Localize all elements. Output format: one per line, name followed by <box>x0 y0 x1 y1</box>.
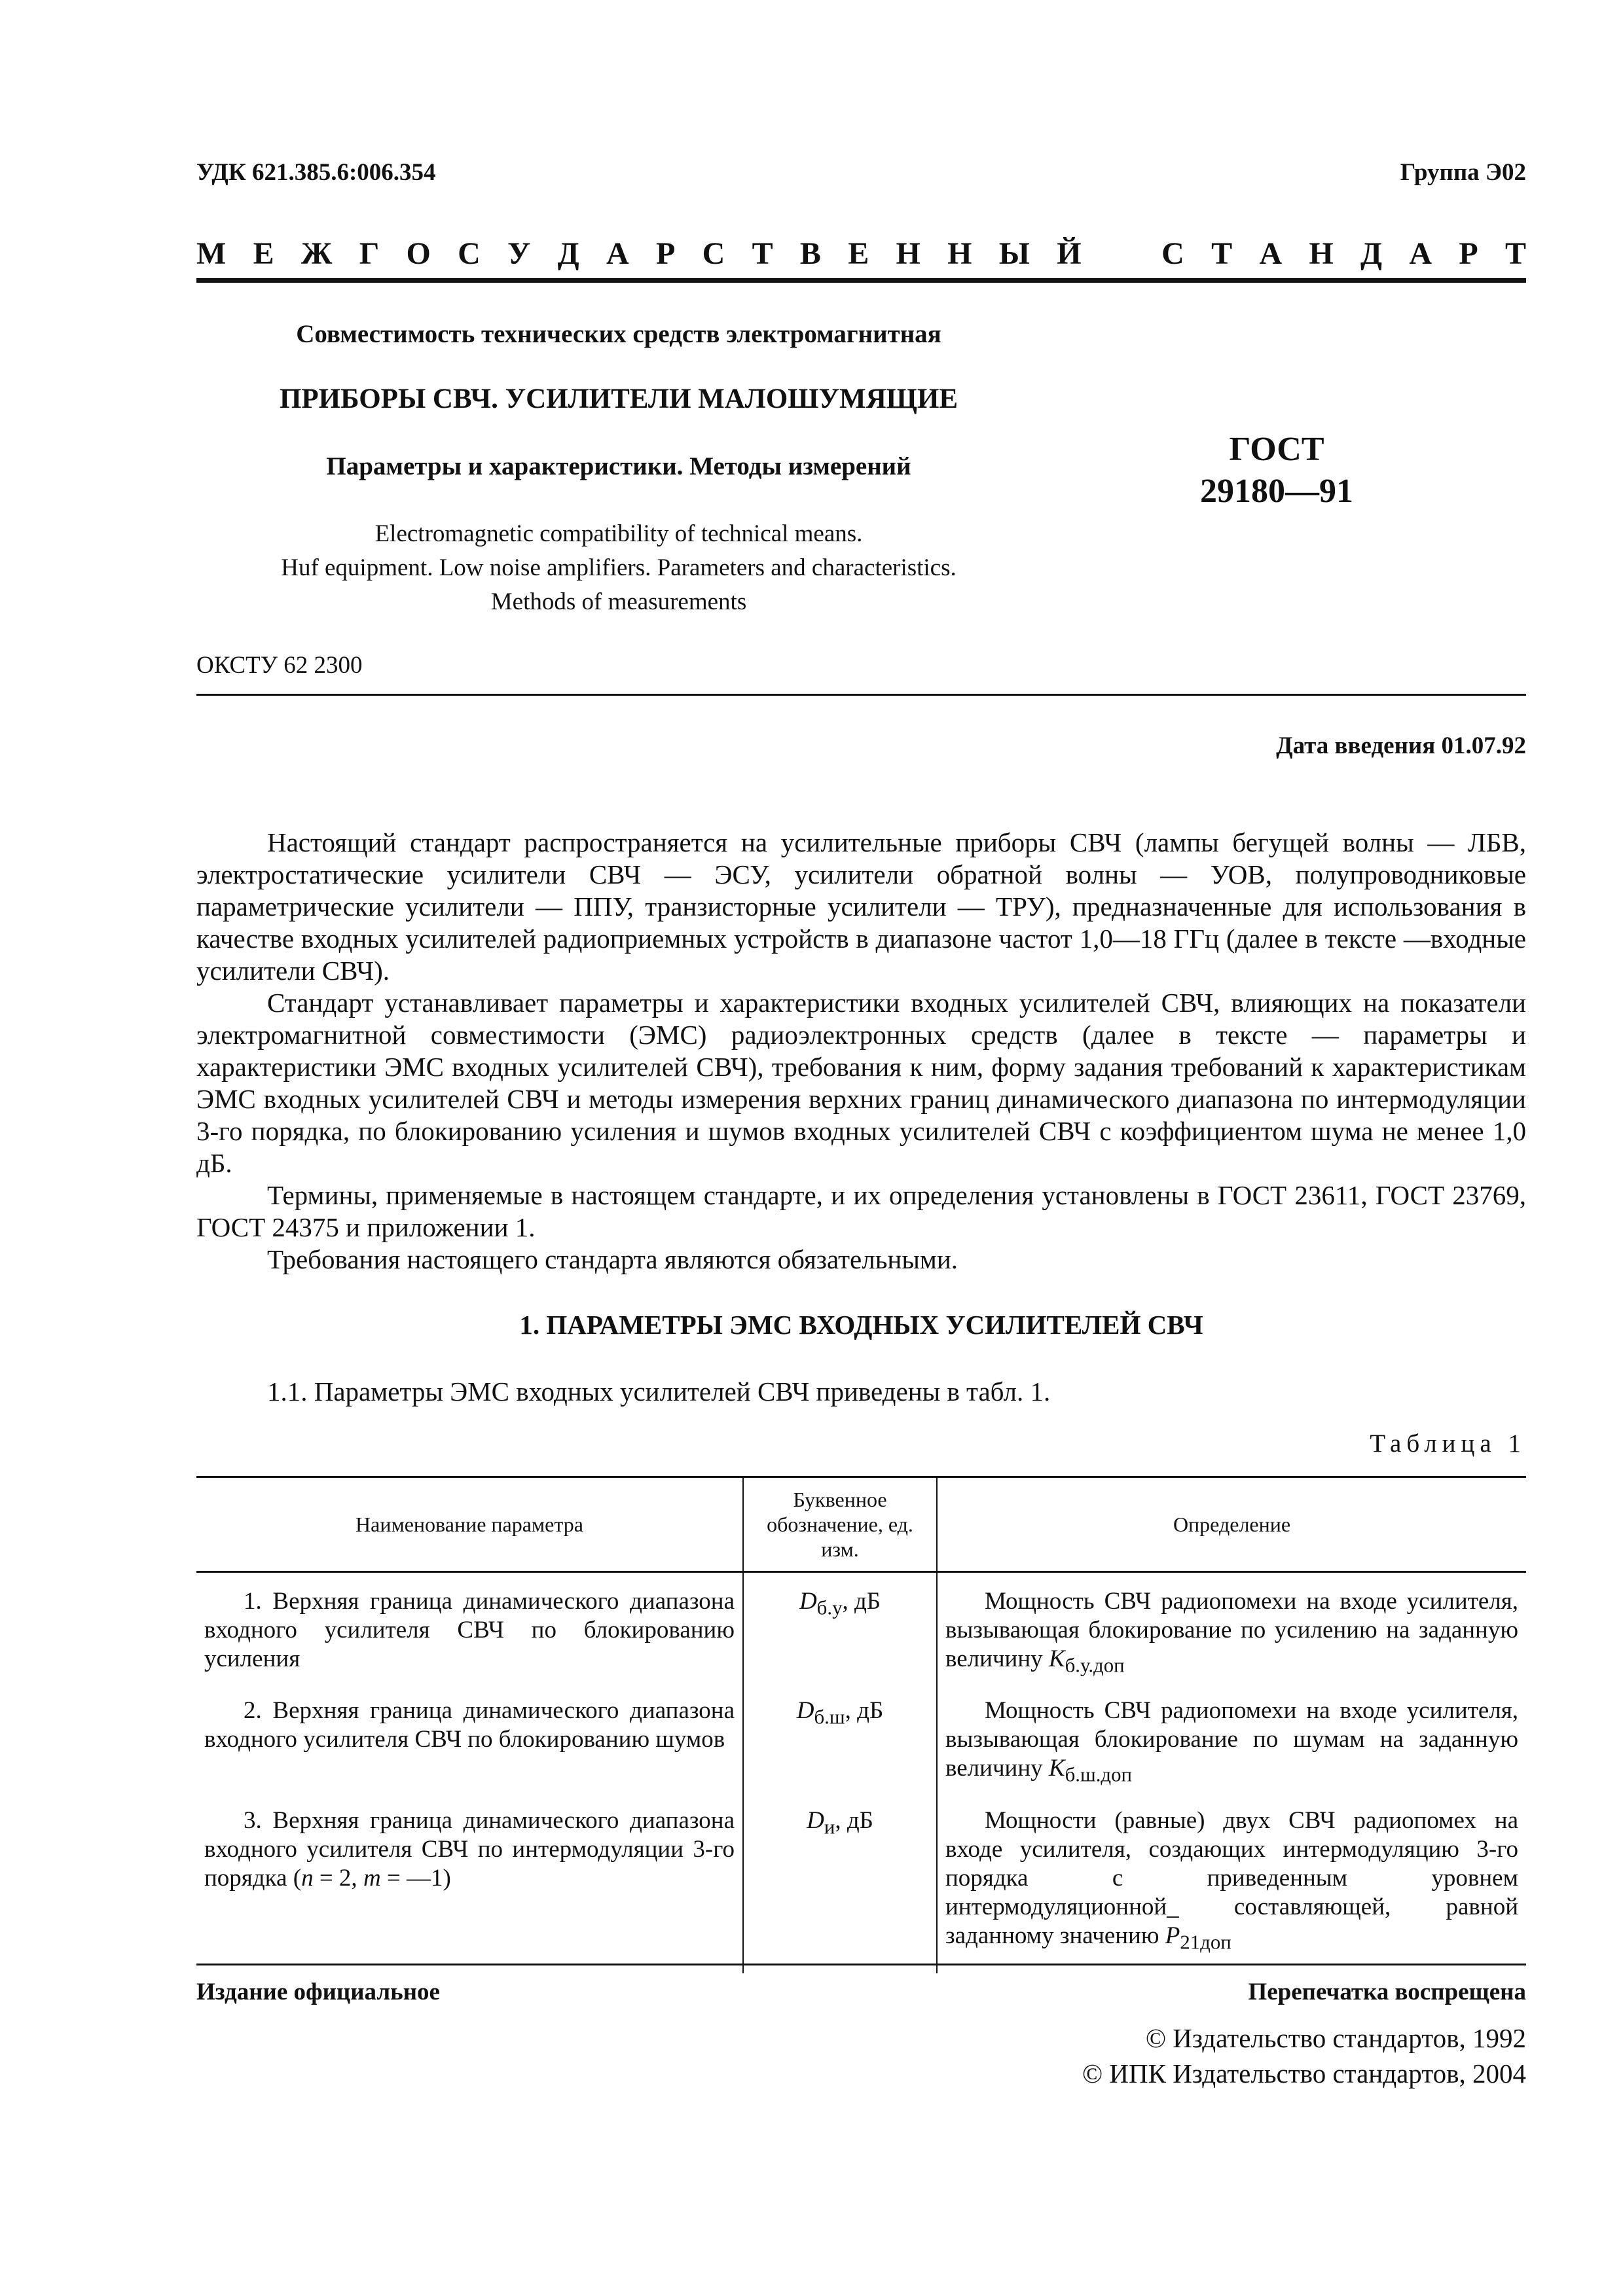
heading-letter: Е <box>848 236 869 271</box>
english-title-line: Methods of measurements <box>490 588 747 615</box>
parameters-table <box>196 1476 1526 1973</box>
table-row <box>196 1696 1526 1806</box>
english-title-line: Huf equipment. Low noise amplifiers. Parameters and characteristics. <box>281 554 957 581</box>
heading-letter: Ж <box>301 236 333 271</box>
group-code: Группа Э02 <box>1400 159 1526 186</box>
heading-letter: У <box>507 236 531 271</box>
heading-letter: М <box>196 236 227 271</box>
paragraph: Стандарт устанавливает параметры и характеристики входных усилителей СВЧ, влияющих на показатели электромагнитной совместимости (ЭМС) радиоэлектронных средств (далее в тексте — параметры и характеристики ЭМС входных усилителей СВЧ), требования к ним, форму задания требований к характеристикам ЭМС входных усилителей СВЧ и методы измерения верхних границ динамического диапазона по интермодуляции 3-го порядка, по блокированию усиления и шумов входных усилителей СВЧ с коэффициентом шума не менее 1,0 дБ. <box>196 988 1526 1178</box>
english-title-line: Electromagnetic compatibility of technical means. <box>374 520 863 547</box>
row-definition <box>937 1696 1526 1806</box>
section-heading: 1. ПАРАМЕТРЫ ЭМС ВХОДНЫХ УСИЛИТЕЛЕЙ СВЧ <box>519 1310 1203 1340</box>
definition-subscript: 21доп <box>1180 1931 1231 1954</box>
heading-letter: Н <box>947 236 972 271</box>
symbol-letter: D <box>796 1697 814 1725</box>
heading-letter: С <box>1161 236 1184 271</box>
header-name: Наименование параметра <box>196 1477 743 1572</box>
row-symbol <box>743 1696 937 1806</box>
introduction-date: Дата введения 01.07.92 <box>1276 732 1526 759</box>
row-name-text: = 2, <box>313 1864 363 1892</box>
definition-subscript: б.ш.доп <box>1065 1763 1133 1786</box>
heading-letter: А <box>1409 236 1432 271</box>
heading-letter: Й <box>1057 236 1082 271</box>
standard-type-heading <box>196 236 1526 272</box>
row-name-text: 3. Верхняя граница динамического диапазона входного усилителя СВЧ по интермодуляции 3-го порядка ( <box>204 1806 735 1892</box>
footer-rule <box>196 1964 1526 1965</box>
heading-letter <box>1108 236 1135 272</box>
subject-line: Совместимость технических средств электромагнитная <box>296 320 941 348</box>
definition-symbol: K <box>1048 1755 1065 1782</box>
heading-letter: Е <box>253 236 274 271</box>
variable-m: m <box>363 1864 381 1892</box>
heading-letter: Т <box>1504 236 1526 271</box>
symbol-subscript: б.у <box>816 1596 843 1619</box>
heading-rule <box>196 278 1526 283</box>
copyright-line: © Издательство стандартов, 1992 <box>1145 2023 1526 2053</box>
table-row <box>196 1572 1526 1697</box>
heading-letter: Н <box>896 236 921 271</box>
row-symbol <box>743 1806 937 1973</box>
row-definition <box>937 1806 1526 1973</box>
symbol-unit: , дБ <box>842 1588 881 1615</box>
udk-code: УДК 621.385.6:006.354 <box>196 159 436 186</box>
document-title: ПРИБОРЫ СВЧ. УСИЛИТЕЛИ МАЛОШУМЯЩИЕ <box>279 384 958 414</box>
heading-letter: В <box>799 236 821 271</box>
copyright-line: © ИПК Издательство стандартов, 2004 <box>1082 2058 1526 2089</box>
body-text <box>196 827 1526 1276</box>
variable-n: n <box>301 1864 314 1892</box>
heading-letter: С <box>702 236 725 271</box>
symbol-letter: D <box>807 1806 824 1834</box>
table-caption: Таблица 1 <box>1370 1429 1526 1458</box>
heading-letter: С <box>458 236 481 271</box>
heading-letter: Д <box>557 236 579 271</box>
gost-number: 29180—91 <box>1200 473 1353 510</box>
heading-letter: О <box>406 236 431 271</box>
row-name-text: = —1) <box>380 1864 451 1892</box>
row-name: 2. Верхняя граница динамического диапазона входного усилителя СВЧ по блокированию шумов <box>204 1697 735 1753</box>
row-name <box>196 1806 743 1973</box>
paragraph: Настоящий стандарт распространяется на усилительные приборы СВЧ (лампы бегущей волны — ЛБВ, электростатические усилители СВЧ — ЭСУ, усилители обратной волны — УОВ, полупроводниковые параметрические усилители — ППУ, транзисторные усилители — ТРУ), предназначенные для использования в качестве входных усилителей радиоприемных устройств в диапазоне частот 1,0—18 ГГц (далее в тексте —входные усилители СВЧ). <box>196 827 1526 986</box>
symbol-unit: , дБ <box>835 1806 873 1834</box>
heading-letter: А <box>606 236 629 271</box>
definition-text: Мощность СВЧ радиопомехи на входе усилителя, вызывающая блокирование по усилению на заданную величину <box>945 1588 1518 1672</box>
header-definition: Определение <box>937 1477 1526 1572</box>
header-symbol-text: Буквенное обозначение, ед. изм. <box>767 1488 913 1561</box>
table-header-row <box>196 1477 1526 1572</box>
symbol-subscript: и <box>824 1816 835 1839</box>
gost-label: ГОСТ <box>1229 431 1324 468</box>
reprint-notice: Перепечатка воспрещена <box>1248 1979 1526 2005</box>
row-symbol <box>743 1572 937 1697</box>
heading-letter: Г <box>359 236 380 271</box>
gost-designation <box>1149 429 1404 512</box>
document-subtitle: Параметры и характеристики. Методы измерений <box>326 452 911 480</box>
heading-letter: Т <box>752 236 773 271</box>
symbol-unit: , дБ <box>845 1697 884 1725</box>
heading-letter: Т <box>1211 236 1233 271</box>
definition-symbol: K <box>1048 1645 1065 1672</box>
paragraph: Термины, применяемые в настоящем стандарте, и их определения установлены в ГОСТ 23611, ГОСТ 23769, ГОСТ 24375 и приложении 1. <box>196 1180 1526 1242</box>
definition-text: Мощность СВЧ радиопомехи на входе усилителя, вызывающая блокирование по шумам на заданную величину <box>945 1697 1518 1782</box>
row-definition <box>937 1572 1526 1697</box>
oksty-code: ОКСТУ 62 2300 <box>196 652 363 679</box>
heading-letter: Р <box>655 236 676 271</box>
symbol-subscript: б.ш <box>814 1706 845 1729</box>
header-symbol <box>743 1477 937 1572</box>
official-edition: Издание официальное <box>196 1979 440 2005</box>
heading-letter: А <box>1259 236 1283 271</box>
heading-letter: Р <box>1459 236 1478 271</box>
english-title <box>196 517 1041 619</box>
copyright <box>1082 2020 1526 2091</box>
heading-letter: Ы <box>998 236 1030 271</box>
heading-letter: Д <box>1360 236 1383 271</box>
paragraph: Требования настоящего стандарта являются обязательными. <box>267 1244 958 1274</box>
row-name: 1. Верхняя граница динамического диапазона входного усилителя СВЧ по блокированию усиления <box>204 1588 735 1672</box>
symbol-letter: D <box>799 1588 817 1615</box>
definition-text: Мощности (равные) двух СВЧ радиопомех на входе усилителя, создающих интермодуляцию 3-го порядка с приведенным уровнем интермодуляционной_ составляющей, равной заданному значению <box>945 1806 1518 1949</box>
definition-symbol: P <box>1165 1922 1180 1949</box>
clause-1-1: 1.1. Параметры ЭМС входных усилителей СВЧ приведены в табл. 1. <box>267 1376 1051 1407</box>
title-block-rule <box>196 694 1526 696</box>
heading-letter: Н <box>1309 236 1334 271</box>
definition-subscript: б.у.доп <box>1065 1654 1125 1677</box>
table-row <box>196 1806 1526 1973</box>
